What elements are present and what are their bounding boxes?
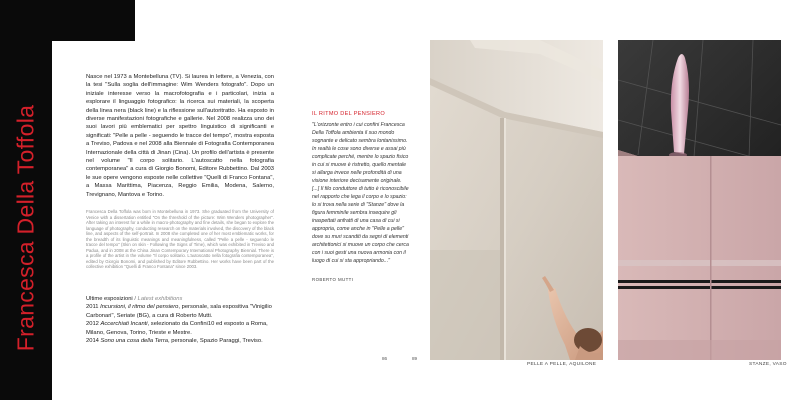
vertical-title-container — [4, 78, 48, 378]
quote-author: ROBERTO MUTTI — [312, 277, 354, 282]
photo-pelle-a-pelle-image — [430, 40, 603, 360]
biography-english: Francesca Della Toffola was born in Montebelluna in 1973. She graduated from the University of Venice with a dissertation entitled "On the threshold of the picture: Wim Wenders photographer". After taking an interest for a while in macro-photography and fine details, she began to explore the language of photography, conducting research on the materials involved, the discovery of the black line, and aspects of the self-portrait. In 2008 she completed one of her most emblematic works, for the breadth of its linguistic meanings and meaningfulness, called "Pelle a pelle - seguendo le tracce del tempo" (Skin on skin - Following the Signs of Time), which was exhibited in Treviso and Padua, and in 2008 at the China Jinan Contemporary International Photography Biennial. There is a profile of the artist in the volume "Il corpo solitario. L'autoscatto nella fotografia contemporanea", edited by Giorgio Bonomi, and published by Editore Rubbettino. Her works have been part of the collective exhibition "Quelli di Franco Fontana" since 2003. — [86, 209, 274, 270]
artist-name-title: Francesca Della Toffola — [12, 104, 39, 352]
quote-title: IL RITMO DEL PENSIERO — [312, 111, 386, 117]
photo-caption-2: STANZE, VASO — [749, 362, 787, 367]
page-number-right: 89 — [412, 356, 418, 361]
exhibitions-list — [86, 295, 286, 345]
exhibition-item: 2011 Incursioni, il ritmo del pensiero, personale, sala espositiva "Vinigilio Carbonari", Seriate (BG), a cura di Roberto Mutti. — [86, 304, 272, 319]
photo-stanze-vaso — [618, 40, 781, 360]
quote-text: "L'orizzonte entro i cui confini Francesca Della Toffola ambienta il suo mondo sognante e delicato sembra lontanissimo. In realtà le cose sono diverse e assai più complicate perché, mentre lo spazio fisico in cui si muove è ristretto, quello mentale si allarga invece nelle profondità di una visione interiore decisamente originale. [...] Il filo conduttore di tutto è riconoscibile nel rapporto che lega il corpo e lo spazio: lo si trova nella serie di "Stanze" dove la figura femminile sembra insequire gli inaspettati anfratti di una casa di cui si appropria, come anche in "Pelle a pelle" dove su muri scanditi da segni di elementi architettonici si muove un corpo che cerca con i suoi gesti una nuova armonia con il luogo di cui si sta appropriando..." — [312, 122, 409, 264]
photo-pelle-a-pelle — [430, 40, 603, 360]
exhibition-item: 2012 Accerchiati Incanti, selezionato da Confini10 ed esposto a Roma, Milano, Genova, Torino, Trieste e Mestre. — [86, 321, 268, 336]
page-number-left: 86 — [382, 356, 388, 361]
photo-stanze-vaso-image — [618, 40, 781, 360]
biography-italian: Nasce nel 1973 a Montebelluna (TV). Si laurea in lettere, a Venezia, con la tesi "Sulla soglia dell'immagine: Wim Wenders fotografo". Dopo un iniziale interesse verso la macrofotografia e i particolari, inizia a esplorare il linguaggio fotografico: la ricerca sui materiali, la scoperta della linea nera (black line) e la riflessione sull'autoritratto. Ha esposto in diverse manifestazioni fotografiche e gallerie. Nel 2008 realizza uno dei suoi lavori più emblematici per spettro linguistico di significanti e significati: "Pelle a pelle - seguendo le tracce del tempo", mostra esposta a Treviso, Padova e nel 2008 alla Biennale di Fotografia Contemporanea Internazionale della città di Jinan (Cina). Un profilo dell'artista è presente nel volume "Il corpo solitario. L'autoscatto nella fotografia contemporanea" a cura di Giorgio Bonomi, Editore Rubbettino. Dal 2003 le sue opere vengono esposte nelle collettive "Quelli di Franco Fontana", a Massa Marittima, Piacenza, Reggio Emilia, Modena, Salerno, Trevignano, Mantova e Torino. — [86, 74, 274, 198]
exhibition-item: 2014 Sono una cosa della Terra, personale, Spazio Paraggi, Treviso. — [86, 338, 263, 345]
exhibitions-heading: Ultime esposizioni / Latest exhibitions — [86, 296, 183, 302]
photo-caption-1: PELLE A PELLE, AQUILONE — [527, 362, 597, 367]
black-header-block — [52, 0, 135, 41]
